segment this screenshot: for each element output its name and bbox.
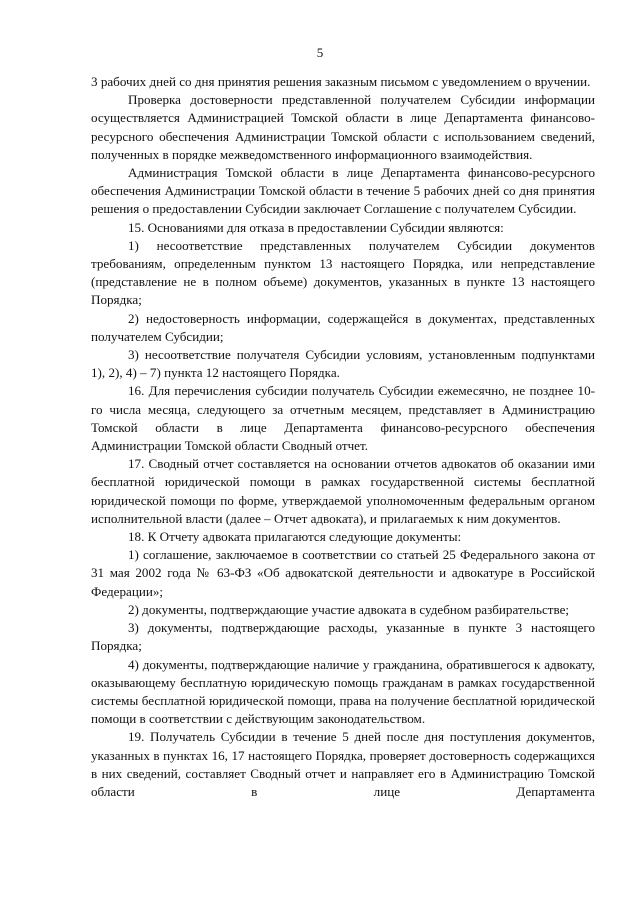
paragraph: 2) документы, подтверждающие участие адвоката в судебном разбирательстве; <box>128 601 570 617</box>
document-body <box>91 73 595 801</box>
paragraph: 1) несоответствие представленных получателем Субсидии документов требованиям, определенным пунктом 13 настоящего Порядка, или непредставление (представление не в полном объеме) документов, указанных в пункте 13 настоящего Порядка; <box>91 237 595 308</box>
paragraph: 18. К Отчету адвоката прилагаются следующие документы: <box>128 529 462 545</box>
paragraph: Проверка достоверности представленной получателем Субсидии информации осуществляется Администрацией Томской области в лице Департамента финансово-ресурсного обеспечения Администрации Томской области с использованием сведений, полученных в порядке межведомственного информационного взаимодействия. <box>91 92 595 162</box>
paragraph: 1) соглашение, заключаемое в соответствии со статьей 25 Федерального закона от 31 мая 2002 года № 63-ФЗ «Об адвокатской деятельности и адвокатуре в Российской Федерации»; <box>91 547 595 599</box>
page-number: 5 <box>316 45 324 60</box>
paragraph: 17. Сводный отчет составляется на основании отчетов адвокатов об оказании ими бесплатной юридической помощи в рамках государственной системы бесплатной юридической помощи по форме, утверждаемой уполномоченным федеральным органом исполнительной власти (далее – Отчет адвоката), и прилагаемых к ним документов. <box>91 456 595 526</box>
paragraph: 16. Для перечисления субсидии получатель Субсидии ежемесячно, не позднее 10-го числа месяца, следующего за отчетным месяцем, представляет в Администрацию Томской области в лице Департамента финансово-ресурсного обеспечения Администрации Томской области Сводный отчет. <box>91 383 595 454</box>
paragraph: 15. Основаниями для отказа в предоставлении Субсидии являются: <box>128 219 504 235</box>
paragraph: 3 рабочих дней со дня принятия решения заказным письмом с уведомлением о вручении. <box>91 74 591 89</box>
paragraph: 3) несоответствие получателя Субсидии условиям, установленным подпунктами 1), 2), 4) – 7) пункта 12 настоящего Порядка. <box>91 347 595 381</box>
paragraph: Администрация Томской области в лице Департамента финансово-ресурсного обеспечения Администрации Томской области в течение 5 рабочих дней со дня принятия решения о предоставлении Субсидии заключает Соглашение с получателем Субсидии. <box>91 165 595 217</box>
paragraph: 2) недостоверность информации, содержащейся в документах, представленных получателем Субсидии; <box>91 310 595 344</box>
paragraph: 3) документы, подтверждающие расходы, указанные в пункте 3 настоящего Порядка; <box>91 620 595 654</box>
paragraph: 19. Получатель Субсидии в течение 5 дней после дня поступления документов, указанных в пунктах 16, 17 настоящего Порядка, проверяет достоверность содержащихся в них сведений, составляет Сводный отчет и направляет его в Администрацию Томской области в лице Департамента <box>91 729 595 799</box>
paragraph: 4) документы, подтверждающие наличие у гражданина, обратившегося к адвокату, оказывающему бесплатную юридическую помощь гражданам в рамках государственной системы бесплатной юридической помощи, права на получение бесплатной юридической помощи в соответствии с действующим законодательством. <box>91 656 595 727</box>
